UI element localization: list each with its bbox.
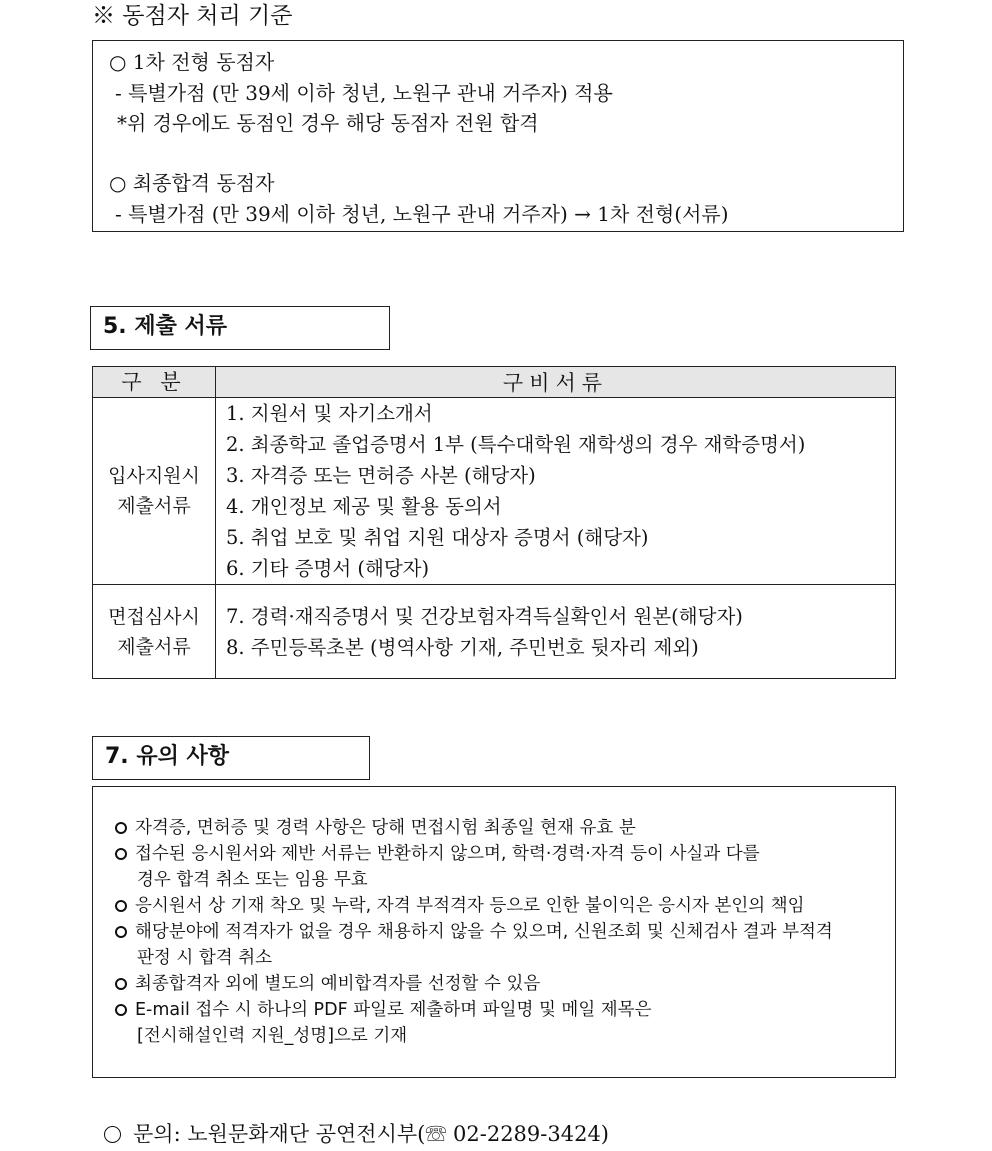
tie-line-5: - 특별가점 (만 39세 이하 청년, 노원구 관내 거주자) → 1차 전형(서류) [115,202,729,226]
tie-line-1: ○ 1차 전형 동점자 [109,50,275,74]
document-item: 3. 자격증 또는 면허증 사본 (해당자) [226,464,536,487]
notes-bullet-continuation: 경우 합격 취소 또는 임용 무효 [137,870,368,890]
document-item: 7. 경력·재직증명서 및 건강보험자격득실확인서 원본(해당자) [226,604,743,628]
bullet-circle-icon [115,822,127,834]
document-item: 5. 취업 보호 및 취업 지원 대상자 증명서 (해당자) [226,526,649,549]
notes-bullet: 접수된 응시원서와 제반 서류는 반환하지 않으며, 학력·경력·자격 등이 사실과 다를 [115,841,760,867]
tie-line-4: ○ 최종합격 동점자 [109,171,275,195]
table-row [93,585,896,679]
notes-bullet: 자격증, 면허증 및 경력 사항은 당해 면접시험 최종일 현재 유효 분 [115,815,636,841]
document-item: 4. 개인정보 제공 및 활용 동의서 [226,495,502,518]
notes-bullet: 응시원서 상 기재 착오 및 누락, 자격 부적격자 등으로 인한 불이익은 응시자 본인의 책임 [115,893,805,919]
circle-marker-icon [104,1126,121,1143]
bullet-circle-icon [115,926,127,938]
bullet-circle-icon [115,900,127,912]
notes-bullet-continuation: [전시해설인력 지원_성명]으로 기재 [137,1026,408,1046]
col-documents-header: 구비서류 [216,367,896,398]
col-category-header: 구 분 [93,367,216,398]
table-header-row [93,367,896,398]
row-category-line: 제출서류 [117,495,191,517]
documents-table [92,366,896,679]
document-item: 1. 지원서 및 자기소개서 [226,402,433,425]
notes-box [92,786,896,1078]
row-category [93,398,216,585]
row-category-line: 면접심사시 [108,605,200,628]
tie-rules-box [92,40,904,232]
row-category-line: 입사지원시 [108,465,200,487]
table-row [93,398,896,585]
bullet-circle-icon [115,978,127,990]
notes-bullet: 최종합격자 외에 별도의 예비합격자를 선정할 수 있음 [115,971,540,997]
notes-bullet-continuation: 판정 시 합격 취소 [137,948,273,968]
contact-line [104,1120,609,1148]
bullet-circle-icon [115,1004,127,1016]
document-item: 2. 최종학교 졸업증명서 1부 (특수대학원 재학생의 경우 재학증명서) [226,433,806,456]
bullet-circle-icon [115,848,127,860]
row-documents [216,585,896,679]
notes-heading: 7. 유의 사항 [92,736,370,780]
notes-bullet: 해당분야에 적격자가 없을 경우 채용하지 않을 수 있으며, 신원조회 및 신체검사 결과 부적격 [115,919,833,945]
documents-heading: 5. 제출 서류 [90,306,390,350]
row-documents [216,398,896,585]
row-category-line: 제출서류 [117,635,191,658]
tie-line-2: - 특별가점 (만 39세 이하 청년, 노원구 관내 거주자) 적용 [115,81,613,105]
document-item: 6. 기타 증명서 (해당자) [226,557,430,580]
tie-section-title: ※ 동점자 처리 기준 [92,3,293,29]
row-category [93,585,216,679]
tie-line-3: *위 경우에도 동점인 경우 해당 동점자 전원 합격 [117,111,539,135]
notes-bullet: E-mail 접수 시 하나의 PDF 파일로 제출하며 파일명 및 메일 제목은 [115,997,652,1023]
document-item: 8. 주민등록초본 (병역사항 기재, 주민번호 뒷자리 제외) [226,635,699,659]
contact-text: 문의: 노원문화재단 공연전시부(☏ 02-2289-3424) [133,1122,610,1146]
